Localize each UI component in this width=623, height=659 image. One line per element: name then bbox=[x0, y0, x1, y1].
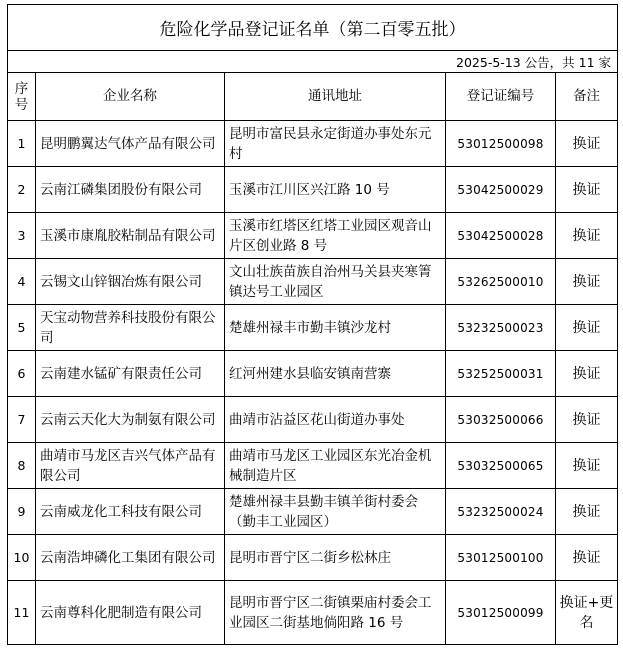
row-no: 6 bbox=[8, 351, 36, 397]
row-cert-no: 53032500066 bbox=[446, 397, 556, 443]
row-company: 云南江磷集团股份有限公司 bbox=[36, 167, 225, 213]
row-company: 云南威龙化工科技有限公司 bbox=[36, 489, 225, 535]
row-company: 玉溪市康胤胶粘制品有限公司 bbox=[36, 213, 225, 259]
table-row bbox=[8, 167, 618, 213]
row-no: 7 bbox=[8, 397, 36, 443]
row-company: 云南尊科化肥制造有限公司 bbox=[36, 581, 225, 645]
row-no: 8 bbox=[8, 443, 36, 489]
table-row bbox=[8, 535, 618, 581]
row-note: 换证 bbox=[556, 535, 618, 581]
row-cert-no: 53042500029 bbox=[446, 167, 556, 213]
row-no: 1 bbox=[8, 121, 36, 167]
row-note: 换证+更名 bbox=[556, 581, 618, 645]
row-note: 换证 bbox=[556, 443, 618, 489]
registration-table bbox=[7, 4, 618, 645]
row-no: 5 bbox=[8, 305, 36, 351]
table-row bbox=[8, 351, 618, 397]
table-row bbox=[8, 259, 618, 305]
row-note: 换证 bbox=[556, 213, 618, 259]
title-row bbox=[8, 5, 618, 51]
header-note: 备注 bbox=[556, 73, 618, 121]
table-title: 危险化学品登记证名单（第二百零五批） bbox=[8, 5, 618, 51]
row-address: 曲靖市沾益区花山街道办事处 bbox=[225, 397, 446, 443]
row-note: 换证 bbox=[556, 489, 618, 535]
row-note: 换证 bbox=[556, 397, 618, 443]
row-cert-no: 53042500028 bbox=[446, 213, 556, 259]
header-no bbox=[8, 73, 36, 121]
row-note: 换证 bbox=[556, 351, 618, 397]
header-cert-no: 登记证编号 bbox=[446, 73, 556, 121]
row-company: 云南建水锰矿有限责任公司 bbox=[36, 351, 225, 397]
table-row bbox=[8, 489, 618, 535]
row-no: 4 bbox=[8, 259, 36, 305]
row-company: 天宝动物营养科技股份有限公司 bbox=[36, 305, 225, 351]
header-company: 企业名称 bbox=[36, 73, 225, 121]
header-no-line2: 号 bbox=[14, 96, 29, 113]
row-address: 玉溪市江川区兴江路 10 号 bbox=[225, 167, 446, 213]
table-row bbox=[8, 443, 618, 489]
row-address: 昆明市富民县永定街道办事处东元村 bbox=[225, 121, 446, 167]
row-company: 昆明鹏翼达气体产品有限公司 bbox=[36, 121, 225, 167]
table-row bbox=[8, 581, 618, 645]
row-cert-no: 53252500031 bbox=[446, 351, 556, 397]
row-cert-no: 53012500098 bbox=[446, 121, 556, 167]
row-address: 昆明市晋宁区二街乡松林庄 bbox=[225, 535, 446, 581]
row-note: 换证 bbox=[556, 121, 618, 167]
row-address: 玉溪市红塔区红塔工业园区观音山片区创业路 8 号 bbox=[225, 213, 446, 259]
row-address: 楚雄州禄丰市勤丰镇沙龙村 bbox=[225, 305, 446, 351]
row-no: 11 bbox=[8, 581, 36, 645]
row-cert-no: 53232500024 bbox=[446, 489, 556, 535]
row-no: 10 bbox=[8, 535, 36, 581]
row-no: 2 bbox=[8, 167, 36, 213]
table-row bbox=[8, 397, 618, 443]
row-address: 红河州建水县临安镇南营寨 bbox=[225, 351, 446, 397]
row-cert-no: 53232500023 bbox=[446, 305, 556, 351]
row-company: 云南云天化大为制氨有限公司 bbox=[36, 397, 225, 443]
row-address: 文山壮族苗族自治州马关县夹寒箐镇达号工业园区 bbox=[225, 259, 446, 305]
row-address: 楚雄州禄丰县勤丰镇羊街村委会（勤丰工业园区） bbox=[225, 489, 446, 535]
table-row bbox=[8, 305, 618, 351]
header-address: 通讯地址 bbox=[225, 73, 446, 121]
row-no: 9 bbox=[8, 489, 36, 535]
announcement-date: 2025-5-13 公告，共 11 家 bbox=[8, 51, 618, 73]
row-cert-no: 53012500100 bbox=[446, 535, 556, 581]
row-note: 换证 bbox=[556, 305, 618, 351]
row-cert-no: 53262500010 bbox=[446, 259, 556, 305]
announcement-row bbox=[8, 51, 618, 73]
row-cert-no: 53032500065 bbox=[446, 443, 556, 489]
row-no: 3 bbox=[8, 213, 36, 259]
row-note: 换证 bbox=[556, 167, 618, 213]
header-row bbox=[8, 73, 618, 121]
row-note: 换证 bbox=[556, 259, 618, 305]
row-address: 曲靖市马龙区工业园区东光冶金机械制造片区 bbox=[225, 443, 446, 489]
row-address: 昆明市晋宁区二街镇栗庙村委会工业园区二街基地倘阳路 16 号 bbox=[225, 581, 446, 645]
table-row bbox=[8, 121, 618, 167]
row-cert-no: 53012500099 bbox=[446, 581, 556, 645]
row-company: 云锡文山锌铟冶炼有限公司 bbox=[36, 259, 225, 305]
header-no-line1: 序 bbox=[14, 80, 29, 97]
row-company: 云南浩坤磷化工集团有限公司 bbox=[36, 535, 225, 581]
row-company: 曲靖市马龙区吉兴气体产品有限公司 bbox=[36, 443, 225, 489]
table-row bbox=[8, 213, 618, 259]
